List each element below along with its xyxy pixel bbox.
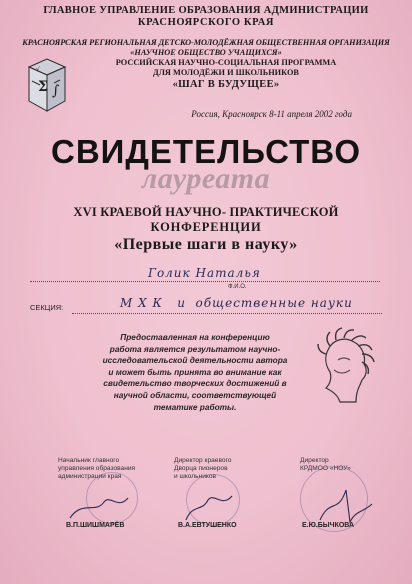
section-underline [72,313,382,314]
organization-line-1: КРАСНОЯРСКАЯ РЕГИОНАЛЬНАЯ ДЕТСКО-МОЛОДЁЖНАЯ ОБЩЕСТВЕННАЯ ОРГАНИЗАЦИЯ [22,38,390,47]
name-underline [30,281,380,282]
header-line-1: ГЛАВНОЕ УПРАВЛЕНИЕ ОБРАЗОВАНИЯ АДМИНИСТРАЦИИ [43,5,369,16]
handwritten-signatures [0,470,412,530]
conference-line-1: XVI КРАЕВОЙ НАУЧНО- ПРАКТИЧЕСКОЙ [73,205,339,219]
section-value: М Х К и общественные науки [120,296,353,310]
name-caption: Ф.И.О. [228,284,247,290]
body-line: свидетельство творческих достижений в [103,378,287,389]
body-line: исследовательской деятельности автора [102,355,288,366]
body-line: Предоставленная на конференцию [120,332,270,342]
svg-text:√: √ [36,66,40,73]
body-line: научной области, соответствующей [113,389,277,400]
head-silhouette-icon [316,326,378,404]
body-line: работа является результатом научно- [109,343,281,354]
signature-2-name: В.А.ЕВТУШЕНКО [178,522,237,529]
certificate-subtitle: лауреата [141,162,271,195]
header-line-2: КРАСНОЯРСКОГО КРАЯ [137,17,275,28]
body-line: и может быть принята во внимание как [108,366,282,377]
signature-3-name: Е.Ю.БЫЧКОВА [302,522,355,529]
conference-name: «Первые шаги в науку» [114,236,298,253]
conference-line-2: КОНФЕРЕНЦИИ [150,220,262,234]
recipient-name: Голик Наталья [148,266,261,280]
body-line: тематике работы. [153,401,237,412]
section-label: СЕКЦИЯ: [30,303,64,312]
signature-block-1-title: Начальник главного управления образования администрации края [58,457,136,481]
signature-1-name: В.П.ШИШМАРЁВ [66,522,125,529]
signature-block-2-title: Директор краевого Дворца пионеров и школьников [174,457,232,481]
organization-line-4: ДЛЯ МОЛОДЁЖИ И ШКОЛЬНИКОВ [153,68,299,77]
certificate-body-text [70,332,320,413]
organization-line-3: РОССИЙСКАЯ НАУЧНО-СОЦИАЛЬНАЯ ПРОГРАММА [115,58,337,67]
organization-line-2: «НАУЧНОЕ ОБЩЕСТВО УЧАЩИХСЯ» [130,48,282,57]
signature-block-3-title: Директор КРДМОО «НОУ» [300,457,351,473]
place-date: Россия, Красноярск 8-11 апреля 2002 года [191,109,352,119]
svg-text:∫: ∫ [52,83,60,99]
svg-text:Σ: Σ [38,79,48,95]
organization-line-5: «ШАГ В БУДУЩЕЕ» [172,79,280,90]
certificate-title: СВИДЕТЕЛЬСТВО [51,133,361,170]
